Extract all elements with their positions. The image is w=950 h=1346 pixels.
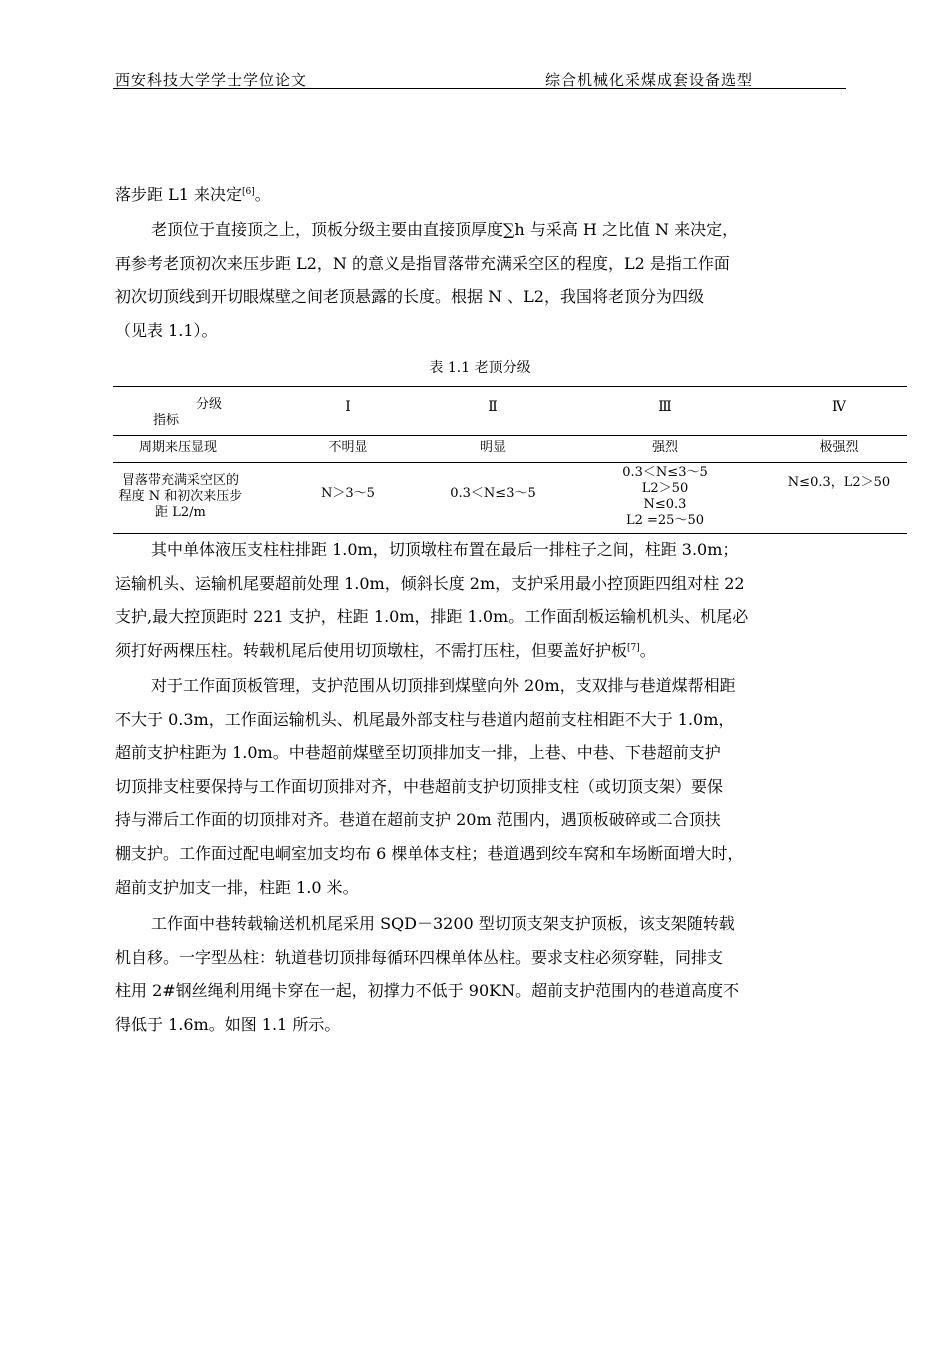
paragraph-line: 机自移。一字型丛柱：轨道巷切顶排每循环四棵单体丛柱。要求支柱必须穿鞋，同排支	[115, 947, 724, 967]
paragraph-line: 超前支护加支一排，柱距 1.0 米。	[115, 877, 359, 897]
paragraph-line: 得低于 1.6m。如图 1.1 所示。	[115, 1014, 341, 1034]
paragraph-line: （见表 1.1）。	[115, 320, 218, 340]
table-rule	[113, 435, 907, 436]
paragraph-line: 初次切顶线到开切眼煤壁之间老顶悬露的长度。根据 N 、L2，我国将老顶分为四级	[115, 287, 704, 307]
header-divider	[113, 88, 846, 89]
corner-header-grade: 分级	[196, 397, 223, 412]
table-cell: 不明显	[328, 440, 368, 455]
paragraph-line: 不大于 0.3m，工作面运输机头、机尾最外部支柱与巷道内超前支柱相距不大于 1.0m，	[115, 709, 735, 729]
paragraph-line: 须打好两棵压柱。转载机尾后使用切顶墩柱，不需打压柱，但要盖好护板[7]。	[115, 640, 656, 660]
row-label: 冒落带充满采空区的 程度 N 和初次来压步 距 L2/m	[118, 473, 243, 520]
table-cell: N＞3～5	[321, 486, 375, 501]
paragraph-line: 柱用 2#钢丝绳利用绳卡穿在一起，初撑力不低于 90KN。超前支护范围内的巷道高度不	[115, 981, 740, 1001]
paragraph-line: 老顶位于直接顶之上，顶板分级主要由直接顶厚度∑h 与采高 H 之比值 N 来决定，	[151, 220, 739, 239]
paragraph-continuation: 落步距 L1 来决定[6]。	[115, 185, 271, 204]
paragraph-support-layout	[115, 533, 850, 667]
paragraph-line: 运输机头、运输机尾要超前处理 1.0m，倾斜长度 2m，支护采用最小控顶距四组对柱 22	[115, 573, 745, 593]
citation: [7]	[627, 642, 640, 653]
paragraph-line: 超前支护柱距为 1.0m。中巷超前煤壁至切顶排加支一排，上巷、中巷、下巷超前支护	[115, 743, 721, 763]
paragraph-line: 工作面中巷转载输送机机尾采用 SQD－3200 型切顶支架支护顶板，该支架随转载	[151, 914, 735, 933]
corner-header-index: 指标	[153, 413, 180, 428]
paragraph-roof-management	[115, 669, 850, 904]
table-cell: 明显	[479, 440, 506, 455]
table-cell: 强烈	[651, 440, 678, 455]
paragraph-line: 切顶排支柱要保持与工作面切顶排对齐，中巷超前支护切顶排支柱（或切顶支架）要保	[115, 776, 724, 796]
paragraph-line: 棚支护。工作面过配电峒室加支均布 6 棵单体支柱；巷道遇到绞车窝和车场断面增大时，	[115, 843, 744, 863]
column-header: Ⅲ	[658, 399, 672, 415]
column-header: Ⅳ	[832, 399, 846, 415]
paragraph-roof-classification	[115, 213, 850, 347]
table-rule	[113, 462, 907, 463]
table-caption: 表 1.1 老顶分级	[429, 360, 531, 376]
paragraph-line: 持与滞后工作面的切顶排对齐。巷道在超前支护 20m 范围内，遇顶板破碎或二合顶扶	[115, 810, 721, 830]
table-cell: 极强烈	[819, 440, 859, 455]
table-cell: 0.3＜N≤3～5 L2＞50 N≤0.3 L2 =25～50	[622, 465, 708, 528]
column-header: Ⅱ	[488, 399, 498, 415]
paragraph-line: 支护,最大控顶距时 221 支护，柱距 1.0m，排距 1.0m。工作面刮板运输机机头、机尾必	[115, 607, 749, 627]
header-chapter-title: 综合机械化采煤成套设备选型	[545, 71, 754, 89]
paragraph-line: 对于工作面顶板管理，支护范围从切顶排到煤壁向外 20m，支双排与巷道煤帮相距	[151, 676, 736, 695]
paragraph-transfer-support	[115, 907, 850, 1041]
paragraph-line: 再参考老顶初次来压步距 L2，N 的意义是指冒落带充满采空区的程度，L2 是指工作面	[115, 253, 730, 273]
citation: [6]	[241, 187, 255, 197]
column-header: Ⅰ	[345, 399, 351, 415]
table-top-rule	[113, 386, 907, 387]
table-cell: 0.3＜N≤3～5	[450, 486, 536, 501]
table-cell: N≤0.3，L2＞50	[787, 475, 891, 490]
row-label: 周期来压显现	[138, 440, 217, 455]
header-thesis-title: 西安科技大学学士学位论文	[115, 71, 308, 89]
paragraph-line: 其中单体液压支柱柱排距 1.0m，切顶墩柱布置在最后一排柱子之间，柱距 3.0m；	[151, 540, 739, 559]
paragraph-text: 落步距 L1 来决定	[115, 185, 242, 204]
